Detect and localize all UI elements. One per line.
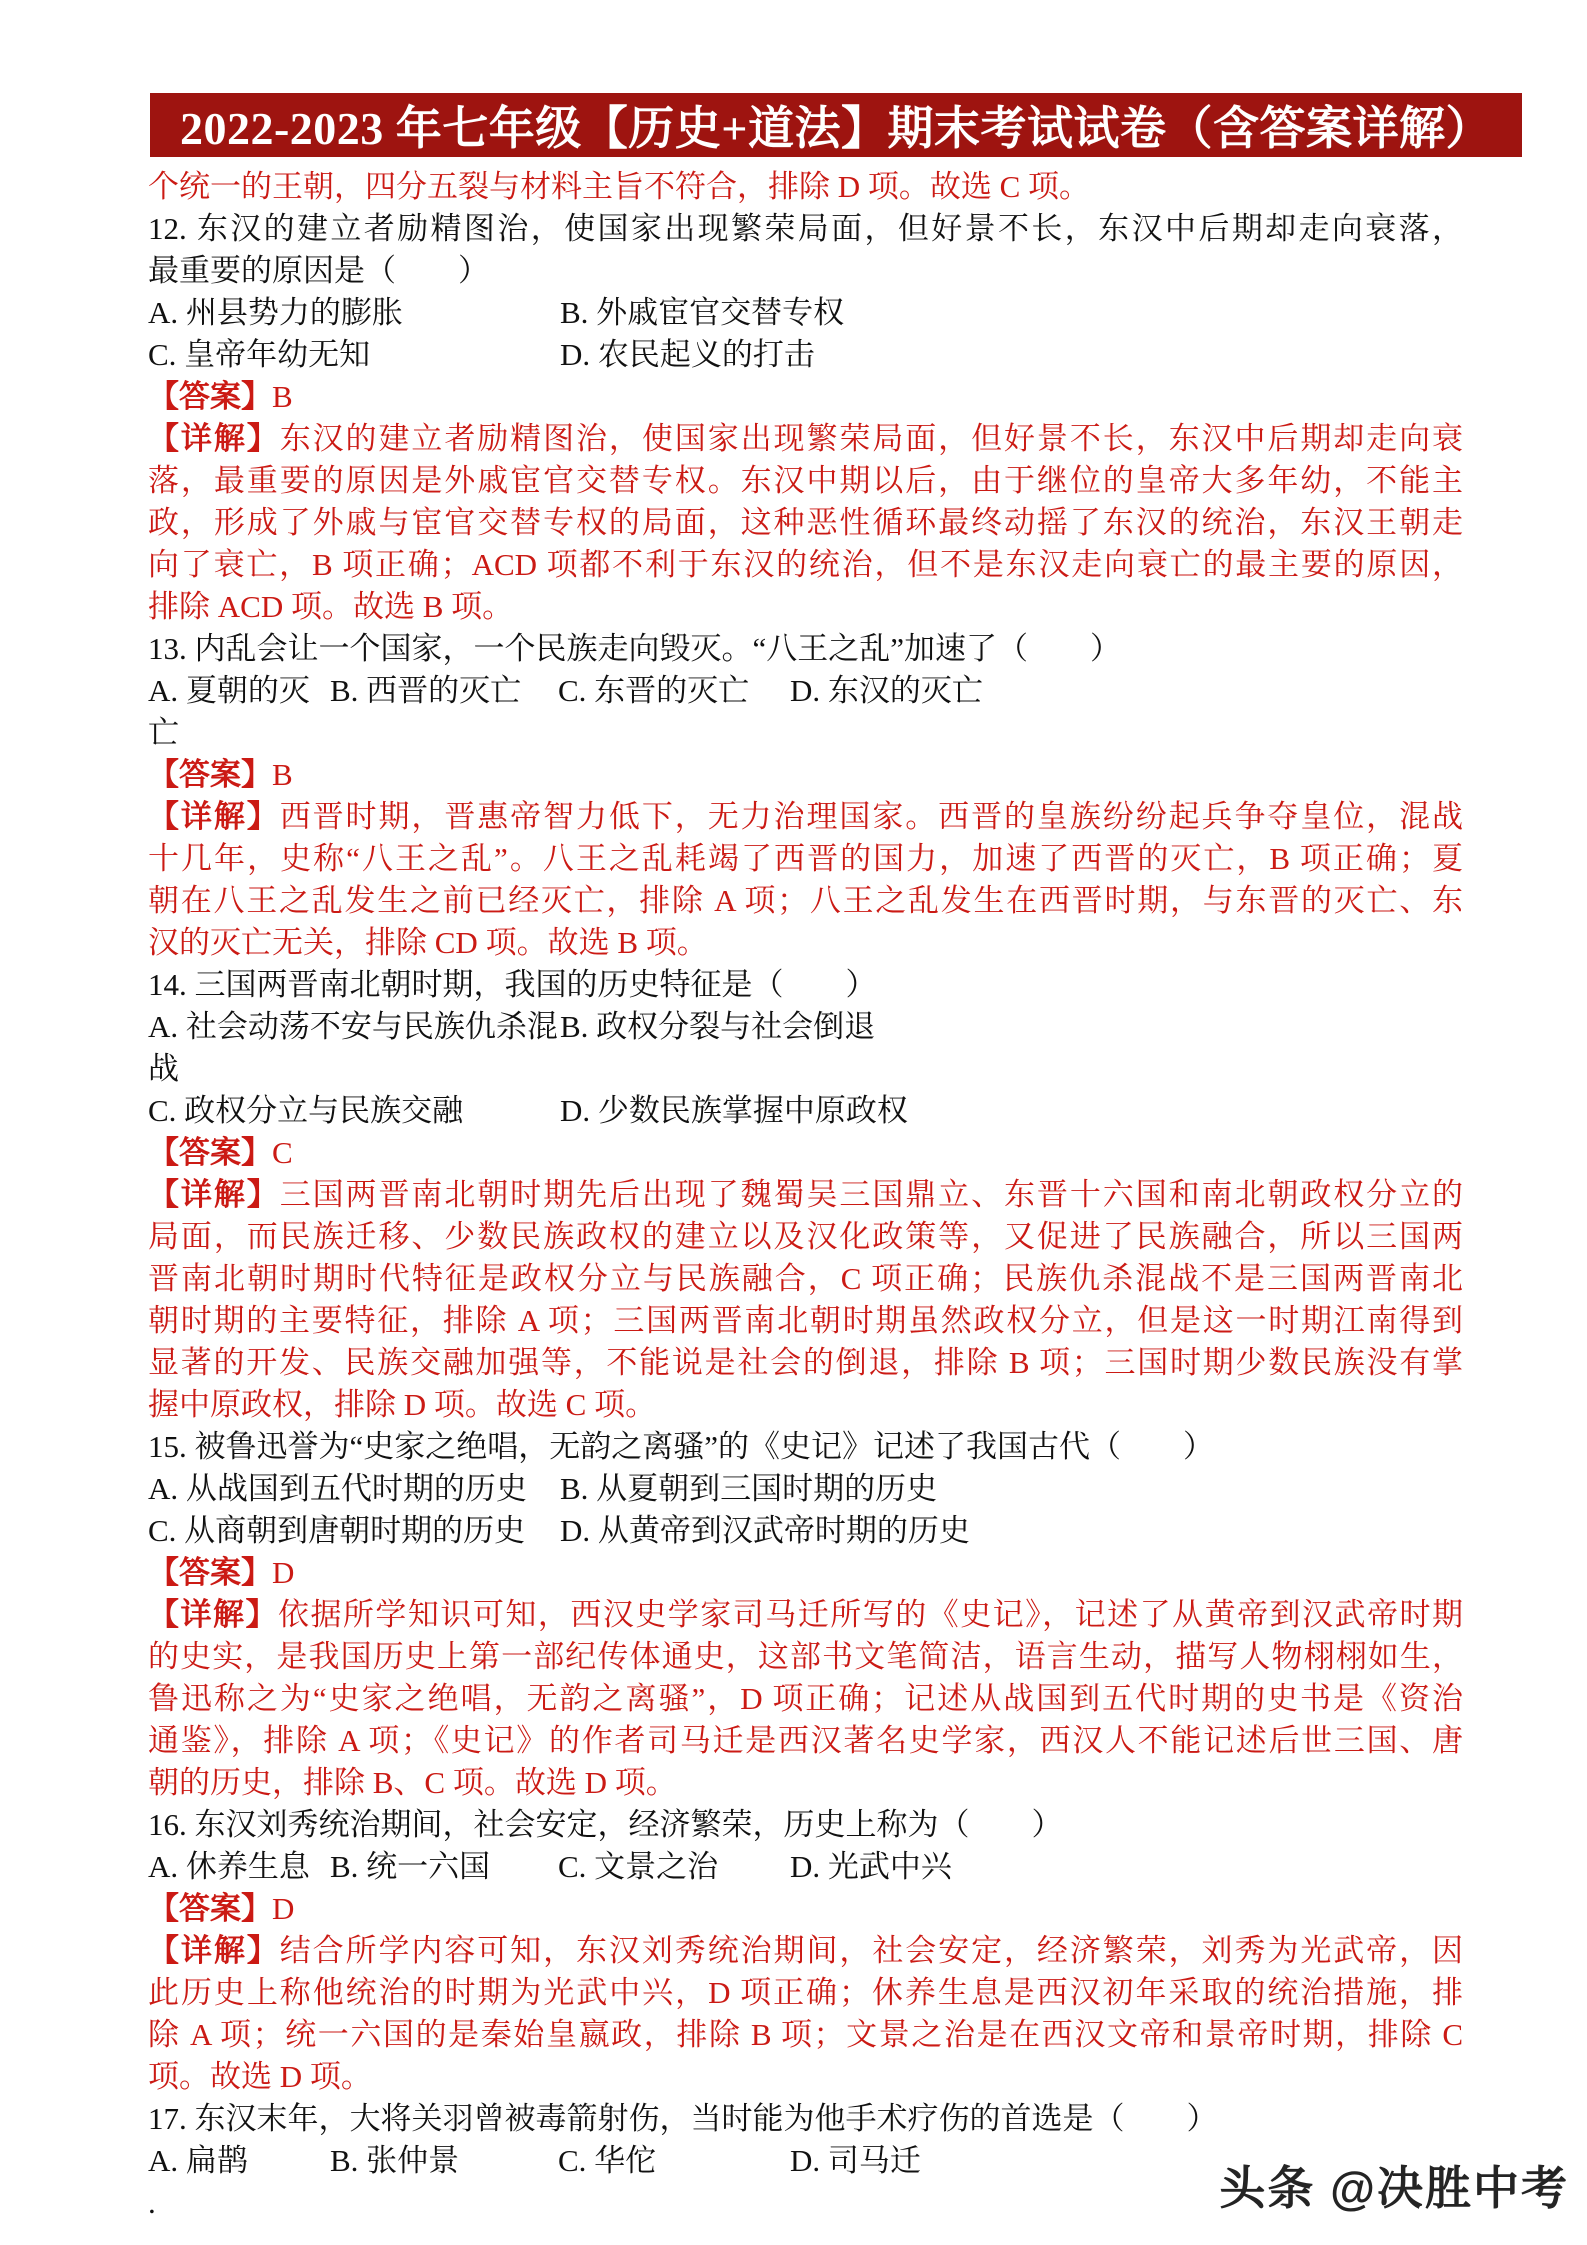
explanation-line xyxy=(148,1384,1463,1426)
answer-line xyxy=(148,376,1463,418)
explanation-line xyxy=(148,586,1463,628)
explanation-line xyxy=(148,460,1463,502)
answer-label: 【答案】 xyxy=(148,1555,272,1590)
explanation-text: 落，最重要的原因是外戚宦官交替专权。东汉中期以后，由于继位的皇帝大多年幼，不能主 xyxy=(148,463,1463,498)
explanation-line xyxy=(148,418,1463,460)
explanation-line xyxy=(148,838,1463,880)
explanation-text: 东汉的建立者励精图治，使国家出现繁荣局面，但好景不长，东汉中后期却走向衰 xyxy=(279,421,1464,456)
explanation-line xyxy=(148,1342,1463,1384)
option-b: B. 外戚宦官交替专权 xyxy=(560,295,845,330)
option-d: D. 东汉的灭亡 xyxy=(790,673,983,708)
option-d: D. 从黄帝到汉武帝时期的历史 xyxy=(560,1513,970,1548)
answer-line xyxy=(148,1552,1463,1594)
question-block-14 xyxy=(148,964,1463,1426)
explanation-text: 十几年，史称“八王之乱”。八王之乱耗竭了西晋的国力，加速了西晋的灭亡，B 项正确；夏 xyxy=(148,841,1463,876)
option-a: A. 休养生息 xyxy=(148,1849,310,1884)
question-block-15 xyxy=(148,1426,1463,1804)
explanation-line xyxy=(148,2056,1463,2098)
option-a: A. 社会动荡不安与民族仇杀混战 xyxy=(148,1009,558,1086)
option-c: C. 文景之治 xyxy=(558,1849,719,1884)
options-row xyxy=(148,1006,1463,1090)
question-stem-line: 14. 三国两晋南北朝时期，我国的历史特征是（ ） xyxy=(148,967,877,1002)
explanation-line xyxy=(148,1720,1463,1762)
explanation-text: 政，形成了外戚与宦官交替专权的局面，这种恶性循环最终动摇了东汉的统治，东汉王朝走 xyxy=(148,505,1463,540)
explanation-line xyxy=(148,1762,1463,1804)
explanation-text: 向了衰亡，B 项正确；ACD 项都不利于东汉的统治，但不是东汉走向衰亡的最主要的原因， xyxy=(148,547,1463,582)
explanation-text: 西晋时期，晋惠帝智力低下，无力治理国家。西晋的皇族纷纷起兵争夺皇位，混战 xyxy=(279,799,1464,834)
explanation-text: 鲁迅称之为“史家之绝唱，无韵之离骚”，D 项正确；记述从战国到五代时期的史书是《资治 xyxy=(148,1681,1463,1716)
answer-label: 【答案】 xyxy=(148,1891,272,1926)
answer-line xyxy=(148,1132,1463,1174)
explanation-text: 朝在八王之乱发生之前已经灭亡，排除 A 项；八王之乱发生在西晋时期，与东晋的灭亡、东 xyxy=(148,883,1463,918)
trailing-period: . xyxy=(148,2185,156,2220)
question-stem-line: 15. 被鲁迅誉为“史家之绝唱，无韵之离骚”的《史记》记述了我国古代（ ） xyxy=(148,1429,1215,1464)
option-a: A. 从战国到五代时期的历史 xyxy=(148,1471,527,1506)
question-stem-line: 13. 内乱会让一个国家，一个民族走向毁灭。“八王之乱”加速了（ ） xyxy=(148,631,1122,666)
exam-body xyxy=(148,166,1463,2224)
options-row xyxy=(148,1510,1463,1552)
explanation-label: 【详解】 xyxy=(148,1597,278,1632)
options-row xyxy=(148,334,1463,376)
option-b: B. 西晋的灭亡 xyxy=(330,673,522,708)
option-d: D. 司马迁 xyxy=(790,2143,921,2178)
options-row xyxy=(148,1468,1463,1510)
option-c: C. 从商朝到唐朝时期的历史 xyxy=(148,1513,526,1548)
explanation-text: 此历史上称他统治的时期为光武中兴，D 项正确；休养生息是西汉初年采取的统治措施，排 xyxy=(148,1975,1463,2010)
option-a: A. 扁鹊 xyxy=(148,2143,248,2178)
explanation-line xyxy=(148,1258,1463,1300)
option-c: C. 皇帝年幼无知 xyxy=(148,337,371,372)
option-b: B. 政权分裂与社会倒退 xyxy=(560,1009,876,1044)
explanation-text: 项。故选 D 项。 xyxy=(148,2059,372,2094)
options-row xyxy=(148,1090,1463,1132)
explanation-text: 依据所学知识可知，西汉史学家司马迁所写的《史记》，记述了从黄帝到汉武帝时期 xyxy=(277,1597,1463,1632)
explanation-text: 的史实，是我国历史上第一部纪传体通史，这部书文笔简洁，语言生动，描写人物栩栩如生， xyxy=(148,1639,1463,1674)
explanation-label: 【详解】 xyxy=(148,1177,280,1212)
question-block-16 xyxy=(148,1804,1463,2098)
question-stem-line: 17. 东汉末年，大将关羽曾被毒箭射伤，当时能为他手术疗伤的首选是（ ） xyxy=(148,2101,1218,2136)
explanation-line xyxy=(148,1216,1463,1258)
explanation-text: 局面，而民族迁移、少数民族政权的建立以及汉化政策等，又促进了民族融合，所以三国两 xyxy=(148,1219,1463,1254)
option-d: D. 光武中兴 xyxy=(790,1849,952,1884)
answer-value: C xyxy=(272,1135,293,1170)
answer-label: 【答案】 xyxy=(148,757,272,792)
question-stem-line: 12. 东汉的建立者励精图治，使国家出现繁荣局面，但好景不长，东汉中后期却走向衰落， xyxy=(148,211,1463,246)
explanation-label: 【详解】 xyxy=(148,421,280,456)
explanation-line xyxy=(148,1678,1463,1720)
option-c: C. 东晋的灭亡 xyxy=(558,673,750,708)
answer-line xyxy=(148,754,1463,796)
question-block-13 xyxy=(148,628,1463,964)
question-stem-line: 16. 东汉刘秀统治期间，社会安定，经济繁荣，历史上称为（ ） xyxy=(148,1807,1063,1842)
options-row xyxy=(148,292,1463,334)
explanation-line xyxy=(148,502,1463,544)
explanation-text: 朝时期的主要特征，排除 A 项；三国两晋南北朝时期虽然政权分立，但是这一时期江南得到 xyxy=(148,1303,1463,1338)
explanation-text: 汉的灭亡无关，排除 CD 项。故选 B 项。 xyxy=(148,925,708,960)
explanation-text: 排除 ACD 项。故选 B 项。 xyxy=(148,589,514,624)
option-d: D. 少数民族掌握中原政权 xyxy=(560,1093,908,1128)
option-b: B. 统一六国 xyxy=(330,1849,491,1884)
explanation-line xyxy=(148,880,1463,922)
explanation-label: 【详解】 xyxy=(148,799,280,834)
exam-title: 2022-2023 年七年级【历史+道法】期末考试试卷（含答案详解） xyxy=(179,103,1493,154)
option-c: C. 华佗 xyxy=(558,2143,657,2178)
exam-title-banner xyxy=(150,93,1522,157)
question-block-12 xyxy=(148,208,1463,628)
option-b: B. 从夏朝到三国时期的历史 xyxy=(560,1471,938,1506)
explanation-line xyxy=(148,796,1463,838)
explanation-text: 结合所学内容可知，东汉刘秀统治期间，社会安定，经济繁荣，刘秀为光武帝，因 xyxy=(279,1933,1464,1968)
explanation-line xyxy=(148,1972,1463,2014)
options-row xyxy=(148,670,1463,754)
answer-value: D xyxy=(272,1891,295,1926)
watermark: 头条 @决胜中考 xyxy=(1219,2162,1569,2214)
options-row xyxy=(148,1846,1463,1888)
explanation-text: 显著的开发、民族交融加强等，不能说是社会的倒退，排除 B 项；三国时期少数民族没有掌 xyxy=(148,1345,1463,1380)
explanation-label: 【详解】 xyxy=(148,1933,280,1968)
explanation-text: 朝的历史，排除 B、C 项。故选 D 项。 xyxy=(148,1765,677,1800)
option-a: A. 州县势力的膨胀 xyxy=(148,295,403,330)
explanation-line xyxy=(148,1930,1463,1972)
explanation-text: 通鉴》，排除 A 项；《史记》的作者司马迁是西汉著名史学家，西汉人不能记述后世三国、唐 xyxy=(148,1723,1463,1758)
explanation-line xyxy=(148,1594,1463,1636)
answer-label: 【答案】 xyxy=(148,379,272,414)
explanation-text: 三国两晋南北朝时期先后出现了魏蜀吴三国鼎立、东晋十六国和南北朝政权分立的 xyxy=(279,1177,1464,1212)
explanation-line xyxy=(148,1300,1463,1342)
answer-value: B xyxy=(272,757,293,792)
question-stem-line: 最重要的原因是（ ） xyxy=(148,253,489,288)
explanation-text: 除 A 项；统一六国的是秦始皇嬴政，排除 B 项；文景之治是在西汉文帝和景帝时期，排除 C xyxy=(148,2017,1463,2052)
answer-label: 【答案】 xyxy=(148,1135,272,1170)
option-c: C. 政权分立与民族交融 xyxy=(148,1093,464,1128)
option-a: A. 夏朝的灭亡 xyxy=(148,673,310,750)
explanation-line xyxy=(148,2014,1463,2056)
explanation-text: 握中原政权，排除 D 项。故选 C 项。 xyxy=(148,1387,657,1422)
previous-answer-continuation-line: 个统一的王朝，四分五裂与材料主旨不符合，排除 D 项。故选 C 项。 xyxy=(148,169,1091,204)
option-d: D. 农民起义的打击 xyxy=(560,337,815,372)
explanation-line xyxy=(148,544,1463,586)
answer-value: D xyxy=(272,1555,295,1590)
explanation-line xyxy=(148,1636,1463,1678)
answer-line xyxy=(148,1888,1463,1930)
option-b: B. 张仲景 xyxy=(330,2143,460,2178)
explanation-line xyxy=(148,922,1463,964)
explanation-text: 晋南北朝时期时代特征是政权分立与民族融合，C 项正确；民族仇杀混战不是三国两晋南北 xyxy=(148,1261,1463,1296)
explanation-line xyxy=(148,1174,1463,1216)
answer-value: B xyxy=(272,379,293,414)
